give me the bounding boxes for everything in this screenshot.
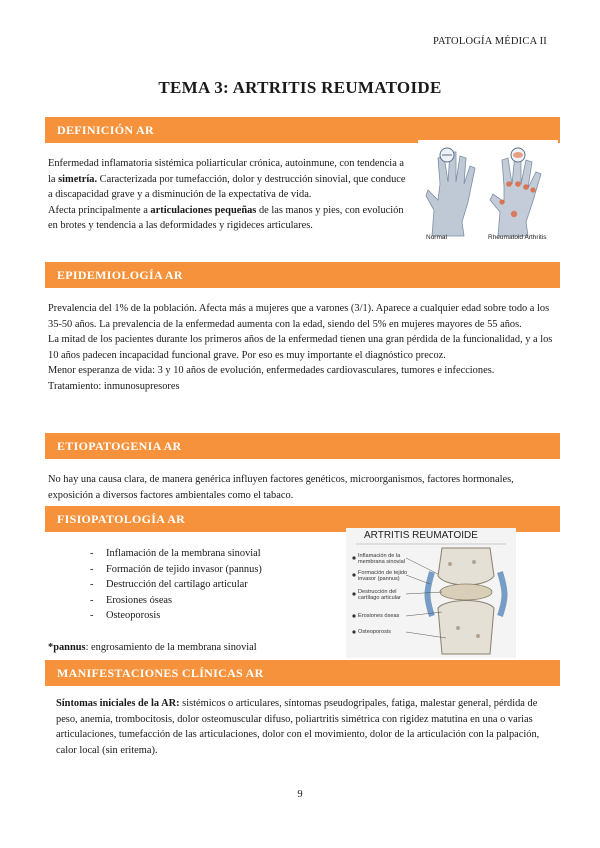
section-heading-definicion: DEFINICIÓN AR	[45, 117, 560, 143]
epidemiologia-paragraph-3: Menor esperanza de vida: 3 y 10 años de evolución, enfermedades cardiovasculares, tumores e infecciones.	[48, 365, 495, 377]
section-heading-etiopatogenia: ETIOPATOGENIA AR	[45, 433, 560, 459]
definicion-p2-text-b: de las manos y pies, con evolución en brotes y tendencia a las deformidades y rigideces articulares.	[48, 204, 404, 232]
definicion-text	[48, 156, 410, 234]
list-item: - Osteoporosis	[90, 608, 262, 624]
running-head: PATOLOGÍA MÉDICA II	[432, 36, 547, 47]
list-item: - Erosiones óseas	[90, 593, 262, 609]
epidemiologia-text	[48, 301, 560, 395]
list-item: - Destrucción del cartílago articular	[90, 577, 262, 593]
hand-label-normal: Normal	[426, 234, 447, 241]
section-heading-manifestaciones: MANIFESTACIONES CLÍNICAS AR	[45, 660, 560, 686]
section-heading-epidemiologia: EPIDEMIOLOGÍA AR	[45, 262, 560, 288]
pannus-note-term: *pannus	[48, 642, 86, 653]
list-item: - Formación de tejido invasor (pannus)	[90, 562, 262, 578]
pannus-note-definition: : engrosamiento de la membrana sinovial	[85, 642, 257, 653]
page-title: TEMA 3: ARTRITIS REUMATOIDE	[158, 78, 442, 97]
joint-label-synovium: Inflamación de la membrana sinovial	[358, 553, 405, 566]
definicion-p2-bold: articulaciones pequeñas	[150, 204, 257, 216]
manifestaciones-body: sistémicos o articulares, síntomas pseudogripales, fatiga, malestar general, pérdida de peso, anemia, trombocitosis, dolor osteomuscular difuso, poliartritis simétrica con rigidez matutina en una o varias articulaciones, tumefacción de las articulaciones, dolor con el movimiento, dolor de la articulación con la palpación, calor local (sin eritema).	[56, 698, 540, 756]
joint-label-erosions: Erosiones óseas	[358, 613, 400, 619]
list-item: - Inflamación de la membrana sinovial	[90, 546, 262, 562]
joint-diagram-title: ARTRITIS REUMATOIDE	[364, 530, 478, 541]
definicion-p2-text: Afecta principalmente a	[48, 204, 151, 216]
epidemiologia-paragraph-4: Tratamiento: inmunosupresores	[48, 380, 180, 392]
page-number: 9	[297, 789, 303, 800]
hands-xray-figure	[418, 140, 558, 248]
epidemiologia-paragraph-2: La mitad de los pacientes durante los primeros años de la enfermedad tienen una gran pérdida de la funcionalidad, y a los 10 años padecen incapacidad funcional grave. Por eso es muy importante el diagnóstico precoz.	[48, 334, 553, 361]
joint-label-pannus: Formación de tejido invasor (pannus)	[358, 570, 408, 583]
definicion-p1-bold: simetría.	[58, 173, 98, 185]
epidemiologia-paragraph-1: Prevalencia del 1% de la población. Afecta más a mujeres que a varones (3/1). Aparece a cualquier edad sobre todo a los 35-50 años. La prevalencia de la enfermedad aumenta con la edad, siendo del 5% en mujeres mayores de 55 años.	[48, 303, 550, 330]
etiopatogenia-text	[48, 472, 560, 503]
definicion-paragraph-2	[48, 203, 410, 234]
definicion-p1-text: Enfermedad inflamatoria sistémica poliarticular crónica, autoinmune, con tendencia a la	[48, 158, 405, 185]
etiopatogenia-paragraph-1: No hay una causa clara, de manera genérica influyen factores genéticos, microorganismos, factores hormonales, exposición a diversos factores ambientales como el tabaco.	[48, 474, 514, 501]
manifestaciones-paragraph-1	[56, 696, 556, 758]
section-heading-fisiopatologia: FISIOPATOLOGÍA AR	[45, 506, 560, 532]
definicion-paragraph-1	[48, 156, 410, 203]
pannus-note	[48, 640, 348, 656]
hand-label-ra: Rheumatoid Arthritis	[488, 234, 547, 241]
pannus-note-line	[48, 640, 348, 656]
manifestaciones-text	[56, 696, 556, 758]
fisiopatologia-list	[90, 546, 262, 624]
definicion-p1-text-b: Caracterizada por tumefacción, dolor y destrucción sinovial, que conduce a discapacidad grave y a disminución de la expectativa de vida.	[48, 173, 406, 201]
joint-diagram-figure	[346, 528, 516, 658]
manifestaciones-lead: Síntomas iniciales de la AR:	[56, 698, 180, 709]
joint-label-osteoporosis: Osteoporosis	[358, 629, 391, 635]
joint-label-cartilage: Destrucción del cartílago articular	[358, 589, 401, 602]
